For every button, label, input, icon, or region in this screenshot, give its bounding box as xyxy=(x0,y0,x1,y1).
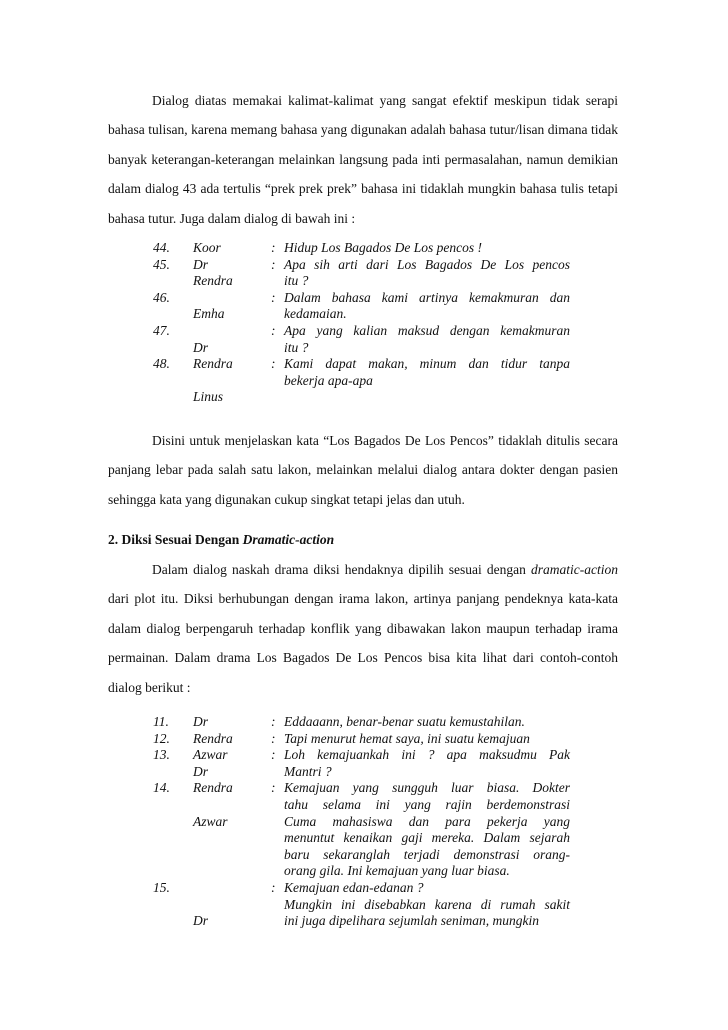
dialog-row xyxy=(153,897,621,914)
dialog-number: 46. xyxy=(153,289,170,305)
speaker-name: Linus xyxy=(193,389,224,405)
dialog-number: 11. xyxy=(153,714,169,729)
dialog-row xyxy=(153,273,621,290)
dialog-excerpt-44-48 xyxy=(153,240,621,406)
speaker-name: Rendra xyxy=(193,730,233,746)
dialog-row xyxy=(153,373,621,390)
dialog-number: 44. xyxy=(153,240,170,255)
dialog-row xyxy=(153,290,621,307)
dialog-text: orang gila. Ini kemajuan yang luar biasa. xyxy=(284,863,510,879)
dialog-number: 45. xyxy=(153,256,170,272)
dialog-text: itu ? xyxy=(284,339,309,355)
dialog-text: Mungkin ini disebabkan karena di rumah sakit xyxy=(284,896,570,912)
dialog-number: 12. xyxy=(153,730,170,746)
dialog-row xyxy=(153,389,621,406)
dialog-row xyxy=(153,764,621,781)
dialog-row xyxy=(153,913,621,930)
dialog-text: Kami dapat makan, minum dan tidur tanpa xyxy=(284,356,570,372)
dialog-number: 15. xyxy=(153,879,170,895)
dialog-text: bekerja apa-apa xyxy=(284,372,373,388)
speaker-name: Rendra xyxy=(193,273,233,289)
dialog-colon: : xyxy=(271,730,276,746)
dialog-row xyxy=(153,356,621,373)
dialog-colon: : xyxy=(271,240,276,255)
dialog-text: Tapi menurut hemat saya, ini suatu kemajuan xyxy=(284,730,530,746)
dialog-number: 13. xyxy=(153,747,170,763)
dialog-row xyxy=(153,830,621,847)
dialog-excerpt-11-15 xyxy=(153,714,621,930)
dialog-colon: : xyxy=(271,879,276,895)
dialog-colon: : xyxy=(271,256,276,272)
dialog-text: itu ? xyxy=(284,273,309,289)
dialog-row xyxy=(153,340,621,357)
paragraph-text: Dialog diatas memakai kalimat-kalimat yang sangat efektif meskipun tidak serapi bahasa tulisan, karena memang bahasa yang digunakan adalah bahasa tutur/lisan dimana tidak banyak keterangan-keterangan melainkan langsung pada inti permasalahan, namun demikian dalam dialog 43 ada tertulis “prek prek prek” bahasa ini tidaklah mungkin bahasa tulis tetapi bahasa tutur. Juga dalam dialog di bawah ini : xyxy=(108,93,618,226)
dialog-colon: : xyxy=(271,714,276,729)
dialog-text: kedamaian. xyxy=(284,306,347,322)
section-heading: 2. Diksi Sesuai Dengan Dramatic-action xyxy=(108,532,335,547)
dialog-colon: : xyxy=(271,780,276,796)
dialog-row xyxy=(153,731,621,748)
speaker-name: Dr xyxy=(193,763,209,779)
speaker-name: Dr xyxy=(193,714,209,729)
speaker-name: Dr xyxy=(193,339,209,355)
dialog-text: Mantri ? xyxy=(284,763,332,779)
dialog-row xyxy=(153,880,621,897)
dialog-text: menuntut kenaikan gaji mereka. Dalam sejarah xyxy=(284,830,570,846)
dialog-colon: : xyxy=(271,322,276,338)
dialog-row xyxy=(153,797,621,814)
dialog-text: Hidup Los Bagados De Los pencos ! xyxy=(284,240,482,255)
dialog-text: Dalam bahasa kami artinya kemakmuran dan xyxy=(284,289,570,305)
dialog-text: Loh kemajuankah ini ? apa maksudmu Pak xyxy=(284,747,570,763)
paragraph-los-bagados xyxy=(108,426,618,514)
speaker-name: Koor xyxy=(193,240,221,255)
dialog-text: baru sekaranglah terjadi demonstrasi orang- xyxy=(284,846,570,862)
dialog-row xyxy=(153,780,621,797)
speaker-name: Rendra xyxy=(193,356,233,372)
section-heading-italic: Dramatic-action xyxy=(242,532,335,547)
dialog-row xyxy=(153,747,621,764)
dialog-colon: : xyxy=(271,289,276,305)
speaker-name: Dr xyxy=(193,913,209,929)
speaker-name: Dr xyxy=(193,256,209,272)
dialog-row xyxy=(153,863,621,880)
dialog-colon: : xyxy=(271,356,276,372)
dialog-row xyxy=(153,257,621,274)
paragraph-dialog-explanation xyxy=(108,86,618,233)
paragraph-text: Disini untuk menjelaskan kata “Los Bagados De Los Pencos” tidaklah ditulis secara panjang lebar pada salah satu lakon, melainkan melalui dialog antara dokter dengan pasien sehingga kata yang digunakan cukup singkat tetapi jelas dan utuh. xyxy=(108,433,618,507)
dialog-colon: : xyxy=(271,747,276,763)
dialog-row xyxy=(153,714,621,731)
dialog-text: Kemajuan yang sungguh luar biasa. Dokter xyxy=(284,780,570,796)
paragraph-diksi: Dalam dialog naskah drama diksi hendaknya dipilih sesuai dengan dramatic-action dari plot itu. Diksi berhubungan dengan irama lakon, artinya panjang pendeknya kata-kata dalam dialog berpengaruh terhadap konflik yang dibawakan lakon maupun terhadap irama permainan. Dalam drama Los Bagados De Los Pencos bisa kita lihat dari contoh-contoh dialog berikut : xyxy=(108,562,618,695)
speaker-name: Azwar xyxy=(193,747,228,763)
dialog-text: Cuma mahasiswa dan para pekerja yang xyxy=(284,813,570,829)
speaker-name: Emha xyxy=(193,306,225,322)
speaker-name: Rendra xyxy=(193,780,233,796)
dialog-text: ini juga dipelihara sejumlah seniman, mungkin xyxy=(284,913,539,929)
dialog-text: tahu selama ini yang rajin berdemonstrasi xyxy=(284,796,570,812)
dialog-row xyxy=(153,847,621,864)
dialog-row xyxy=(153,306,621,323)
dialog-text: Apa sih arti dari Los Bagados De Los pencos xyxy=(284,256,570,272)
speaker-name: Azwar xyxy=(193,813,228,829)
dialog-row xyxy=(153,814,621,831)
dialog-row xyxy=(153,240,621,257)
dialog-number: 48. xyxy=(153,356,170,372)
dialog-text: Eddaaann, benar-benar suatu kemustahilan. xyxy=(284,714,525,729)
dialog-row xyxy=(153,323,621,340)
dialog-text: Kemajuan edan-edanan ? xyxy=(284,879,424,895)
dialog-text: Apa yang kalian maksud dengan kemakmuran xyxy=(284,322,570,338)
dialog-number: 14. xyxy=(153,780,170,796)
dialog-number: 47. xyxy=(153,322,170,338)
